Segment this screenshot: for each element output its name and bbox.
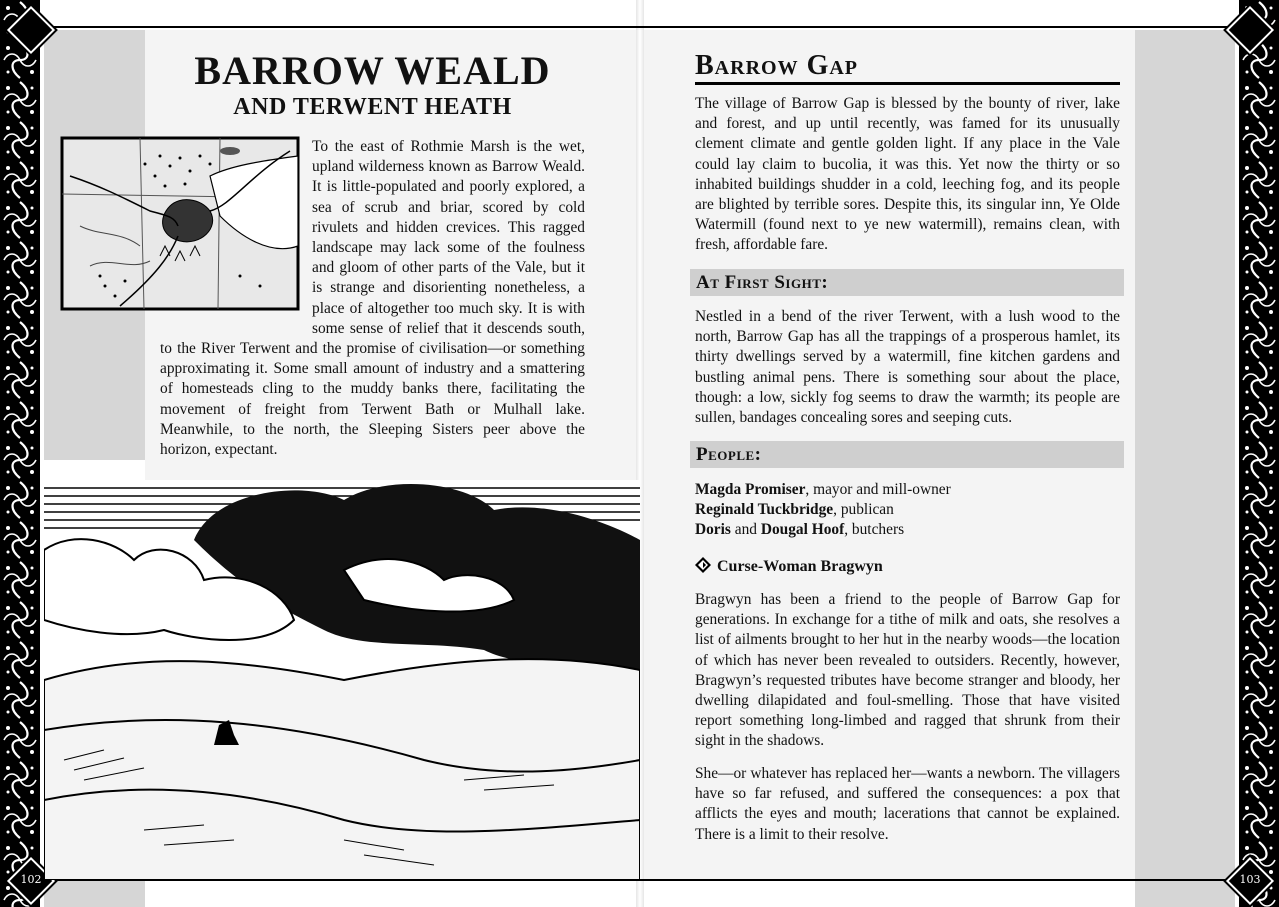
- people-entry: [695, 520, 1120, 540]
- person-name: Reginald Tuckbridge: [695, 501, 834, 519]
- person-name: Dougal Hoof: [760, 521, 845, 539]
- first-sight-heading: At First Sight:: [690, 269, 1124, 296]
- right-page-number: 103: [1239, 873, 1261, 886]
- left-ornamental-border: [0, 0, 40, 907]
- top-frame-line: [40, 26, 1239, 28]
- person-name: Magda Promiser: [695, 481, 806, 498]
- left-border-pattern: [0, 0, 40, 907]
- left-page-number: 102: [20, 873, 42, 886]
- people-entry: [695, 480, 1120, 500]
- right-ornamental-border: [1239, 0, 1279, 907]
- page-subtitle: AND TERWENT HEATH: [233, 94, 512, 120]
- right-gray-block: [1135, 30, 1235, 880]
- people-heading: People:: [690, 441, 1124, 468]
- person-name: Doris: [695, 521, 731, 539]
- right-bottom-gray: [1135, 880, 1235, 907]
- landscape-illustration: [44, 480, 640, 880]
- left-intro-paragraph: To the east of Rothmie Marsh is the wet, upland wilderness known as Barrow Weald. It is little-populated and poorly explored, a sea of scrub and briar, scored by cold rivulets and hidden crevices. This ragged landscape may lack some of the foulness and gloom of other parts of the Vale, but it is strange and disorienting nonetheless, a place of altogether too much sky. It is with some sense of relief that it descends south, to the River Terwent and the promise of civilisation—or something approximating it. Some small amount of industry and a smattering of homesteads cling to the muddy banks there, facilitating the movement of freight from Terwent Bath or Mulhall lake. Meanwhile, to the north, the Sleeping Sisters peer above the horizon, expectant.: [160, 138, 585, 459]
- people-entry: [695, 500, 1120, 520]
- npc-paragraph-2: She—or whatever has replaced her—wants a newborn. The villagers have so far refused, and suffered the consequences: a pox that afflicts the eyes and mouth; lacerations that cannot be explained. There is a limit to their resolve.: [695, 765, 1120, 843]
- npc-heading: [695, 556, 1120, 578]
- npc-paragraph-1: Bragwyn has been a friend to the people of Barrow Gap for generations. In exchange for a tithe of milk and oats, she resolves a list of ailments brought to her hut in the nearby woods—the location of which has never been revealed to outsiders. Recently, however, Bragwyn’s requested tributes have become stranger and bloody, her dwelling dilapidated and foul-smelling. Those that have visited report something long-limbed and ragged that shrunk from their sight in the shadows.: [695, 591, 1120, 750]
- people-list: [695, 480, 1120, 541]
- left-intro-block: [160, 137, 585, 460]
- npc-name: Curse-Woman Bragwyn: [717, 558, 883, 575]
- left-bottom-gray: [44, 880, 145, 907]
- section-title: Barrow Gap: [695, 50, 1120, 85]
- diamond-gem-icon: [695, 557, 711, 573]
- person-role: , mayor and mill-owner: [805, 481, 951, 498]
- first-sight-paragraph: Nestled in a bend of the river Terwent, with a lush wood to the north, Barrow Gap has all the trappings of a prosperous hamlet, its thirty dwellings served by a watermill, fine kitchen gardens and bustling animal pens. There is something sour about the place, though: a low, sickly fog seems to draw the warmth; its people are sullen, bandages concealing sores and seeping cuts.: [695, 308, 1120, 427]
- person-role: , publican: [833, 501, 894, 519]
- section-intro-paragraph: The village of Barrow Gap is blessed by the bounty of river, lake and forest, and up until recently, was famed for its unusually clement climate and gentle golden light. If any place in the Vale could lay claim to bucolia, it was this. Yet now the thirty or so inhabited buildings shudder in a cold, leeching fog, and its people are blighted by terrible sores. Despite this, its singular inn, Ye Olde Watermill (found next to ye new watermill), remains clean, with fresh, affordable fare.: [695, 95, 1120, 254]
- name-joiner: and: [730, 521, 761, 539]
- right-border-pattern: [1239, 0, 1279, 907]
- page-title: BARROW WEALD: [194, 48, 551, 93]
- person-role: , butchers: [844, 521, 905, 539]
- map-text-wrap-spacer: [160, 137, 312, 320]
